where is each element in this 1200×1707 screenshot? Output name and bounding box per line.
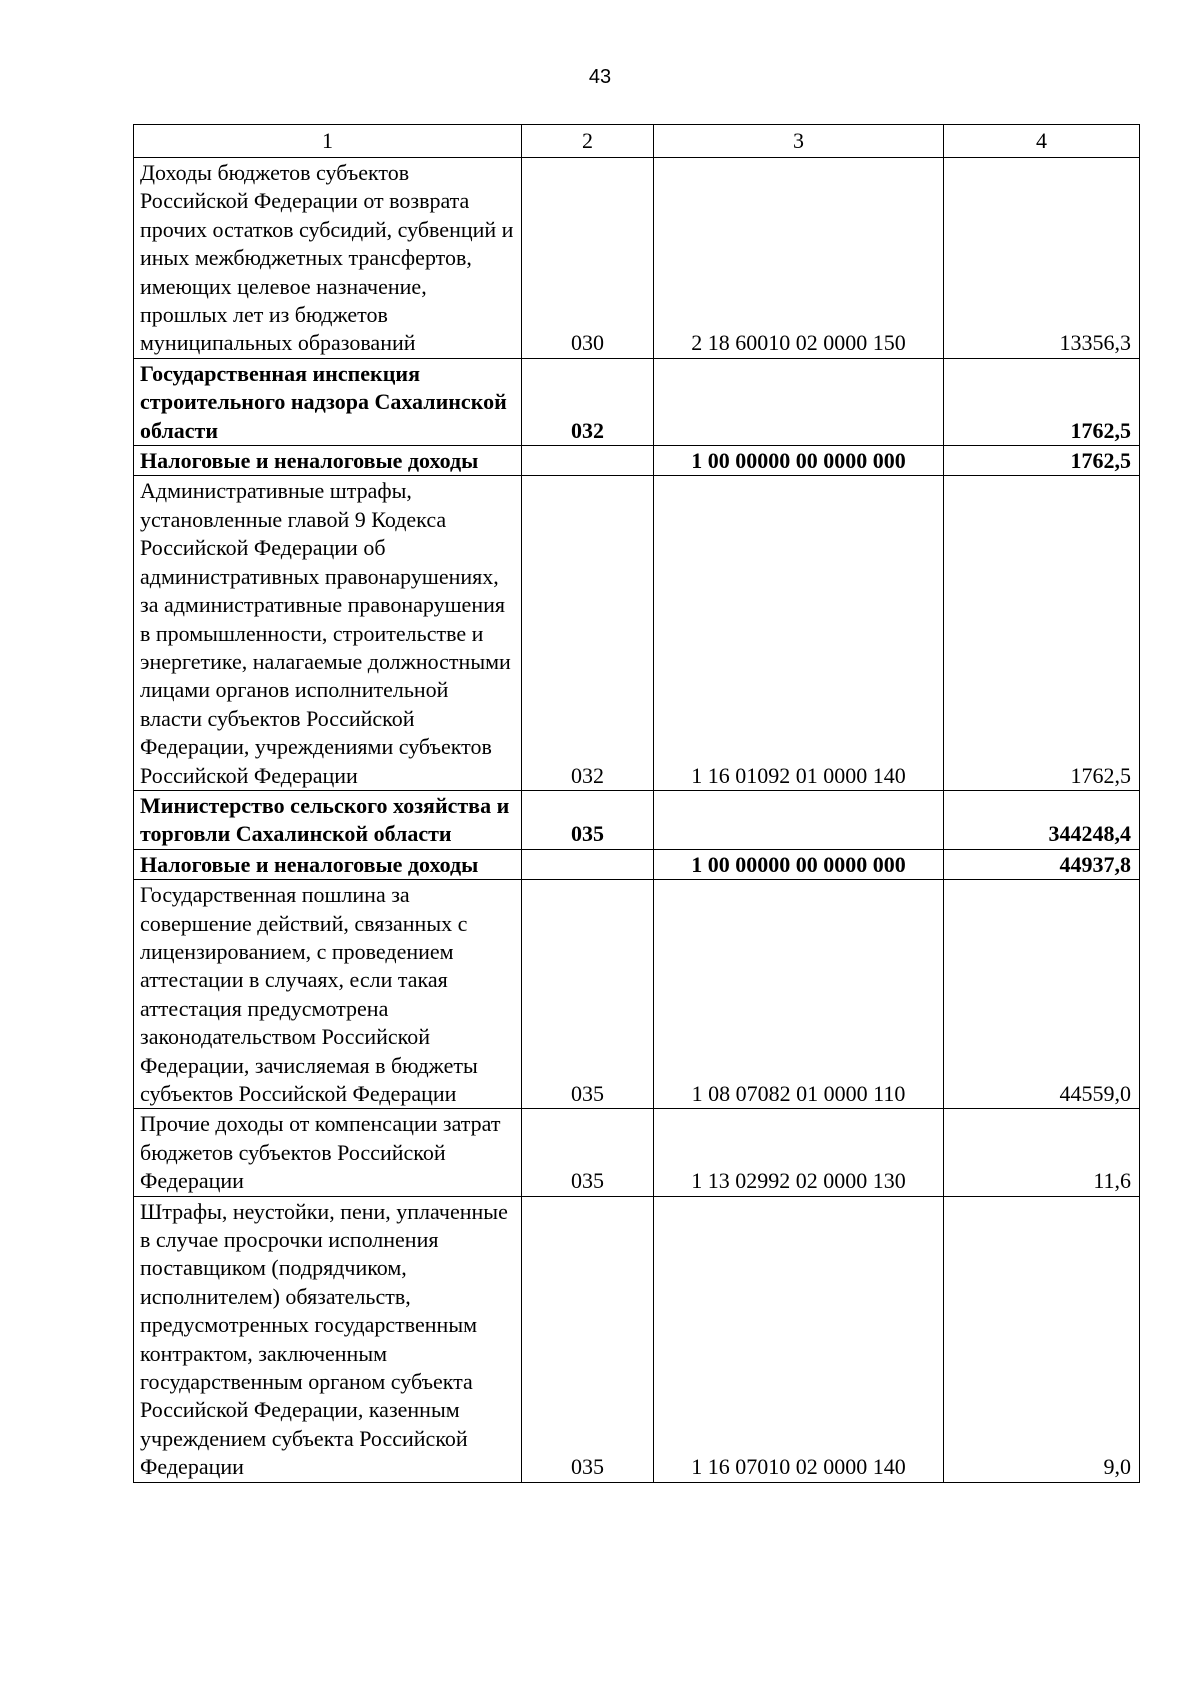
amount-cell: 1762,5 (944, 446, 1140, 476)
admin-code-cell (522, 849, 654, 879)
revenue-name-cell: Министерство сельского хозяйства и торговли Сахалинской области (134, 790, 522, 849)
table-row (134, 880, 1140, 1109)
budget-revenue-table (133, 124, 1140, 1483)
amount-cell: 1762,5 (944, 476, 1140, 790)
kbk-cell (654, 790, 944, 849)
kbk-cell: 1 00 00000 00 0000 000 (654, 849, 944, 879)
kbk-cell: 1 16 07010 02 0000 140 (654, 1196, 944, 1482)
column-header-4: 4 (944, 125, 1140, 158)
amount-cell: 9,0 (944, 1196, 1140, 1482)
table-row (134, 849, 1140, 879)
revenue-name-cell: Налоговые и неналоговые доходы (134, 446, 522, 476)
admin-code-cell: 030 (522, 158, 654, 359)
table-header-row (134, 125, 1140, 158)
amount-cell: 344248,4 (944, 790, 1140, 849)
admin-code-cell: 032 (522, 476, 654, 790)
kbk-cell: 1 13 02992 02 0000 130 (654, 1109, 944, 1196)
table-row (134, 358, 1140, 445)
admin-code-cell: 035 (522, 880, 654, 1109)
table-row (134, 476, 1140, 790)
column-header-3: 3 (654, 125, 944, 158)
column-header-1: 1 (134, 125, 522, 158)
admin-code-cell (522, 446, 654, 476)
kbk-cell: 1 00 00000 00 0000 000 (654, 446, 944, 476)
kbk-cell (654, 358, 944, 445)
revenue-name-cell: Прочие доходы от компенсации затрат бюджетов субъектов Российской Федерации (134, 1109, 522, 1196)
revenue-name-cell: Штрафы, неустойки, пени, уплаченные в случае просрочки исполнения поставщиком (подрядчиком, исполнителем) обязательств, предусмотренных государственным контрактом, заключенным государственным органом субъекта Российской Федерации, казенным учреждением субъекта Российской Федерации (134, 1196, 522, 1482)
table-row (134, 790, 1140, 849)
admin-code-cell: 035 (522, 790, 654, 849)
admin-code-cell: 032 (522, 358, 654, 445)
revenue-name-cell: Доходы бюджетов субъектов Российской Федерации от возврата прочих остатков субсидий, субвенций и иных межбюджетных трансфертов, имеющих целевое назначение, прошлых лет из бюджетов муниципальных образований (134, 158, 522, 359)
page-number: 43 (588, 66, 612, 88)
revenue-name-cell: Налоговые и неналоговые доходы (134, 849, 522, 879)
column-header-2: 2 (522, 125, 654, 158)
amount-cell: 13356,3 (944, 158, 1140, 359)
kbk-cell: 2 18 60010 02 0000 150 (654, 158, 944, 359)
kbk-cell: 1 08 07082 01 0000 110 (654, 880, 944, 1109)
table-row (134, 158, 1140, 359)
admin-code-cell: 035 (522, 1109, 654, 1196)
kbk-cell: 1 16 01092 01 0000 140 (654, 476, 944, 790)
revenue-name-cell: Государственная инспекция строительного надзора Сахалинской области (134, 358, 522, 445)
table-row (134, 1196, 1140, 1482)
amount-cell: 1762,5 (944, 358, 1140, 445)
revenue-name-cell: Административные штрафы, установленные главой 9 Кодекса Российской Федерации об административных правонарушениях, за административные правонарушения в промышленности, строительстве и энергетике, налагаемые должностными лицами органов исполнительной власти субъектов Российской Федерации, учреждениями субъектов Российской Федерации (134, 476, 522, 790)
amount-cell: 44559,0 (944, 880, 1140, 1109)
amount-cell: 44937,8 (944, 849, 1140, 879)
table-row (134, 1109, 1140, 1196)
table-row (134, 446, 1140, 476)
revenue-name-cell: Государственная пошлина за совершение действий, связанных с лицензированием, с проведением аттестации в случаях, если такая аттестация предусмотрена законодательством Российской Федерации, зачисляемая в бюджеты субъектов Российской Федерации (134, 880, 522, 1109)
amount-cell: 11,6 (944, 1109, 1140, 1196)
admin-code-cell: 035 (522, 1196, 654, 1482)
